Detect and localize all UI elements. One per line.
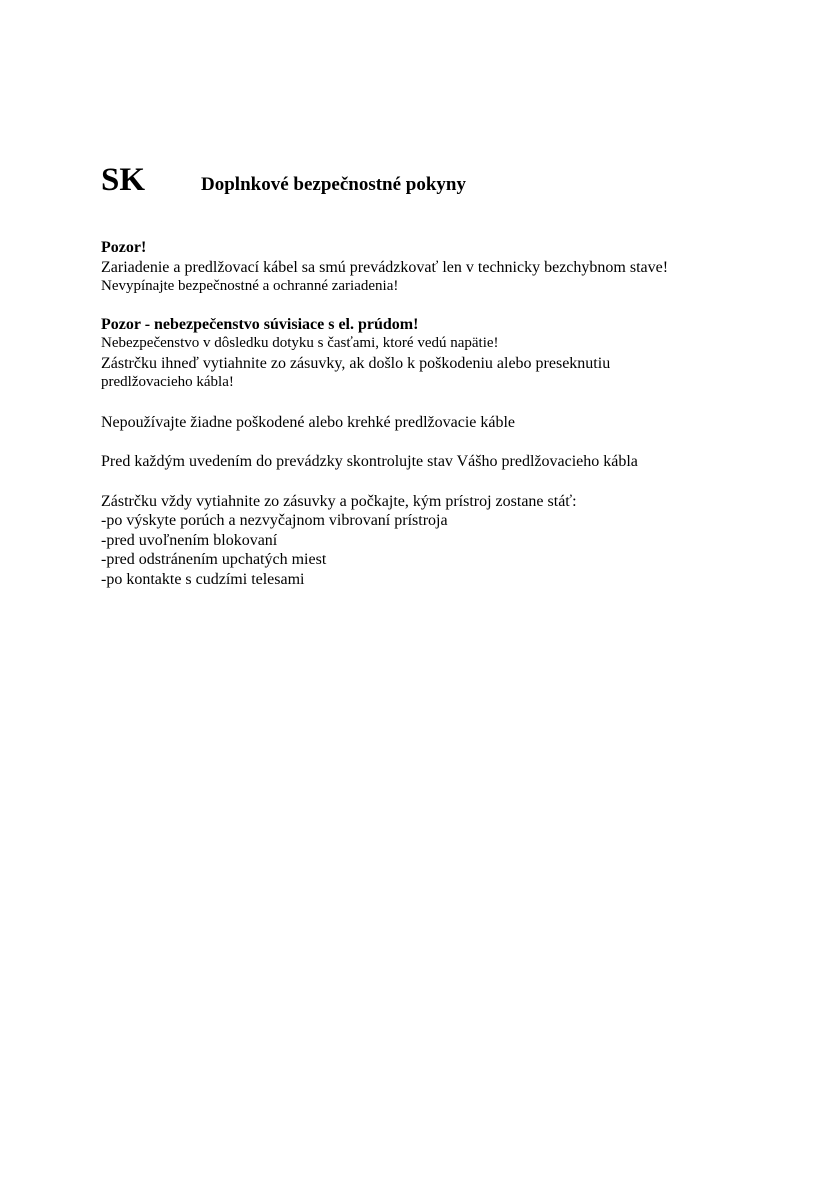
paragraph-line: Zástrčku ihneď vytiahnite zo zásuvky, ak došlo k poškodeniu alebo preseknutiu	[101, 354, 611, 372]
section-unplug	[101, 492, 761, 590]
section-heading: Pozor - nebezpečenstvo súvisiace s el. prúdom!	[101, 315, 419, 333]
section-heading: Pozor!	[101, 239, 147, 256]
section-warning	[101, 238, 761, 297]
paragraph-line: Nevypínajte bezpečnostné a ochranné zariadenia!	[101, 278, 399, 294]
section-inspection	[101, 452, 761, 472]
paragraph-line: predlžovacieho kábla!	[101, 374, 234, 390]
list-item: -po výskyte porúch a nezvyčajnom vibrovaní prístroja	[101, 512, 448, 529]
paragraph-line: Nepoužívajte žiadne poškodené alebo krehké predlžovacie káble	[101, 413, 516, 431]
paragraph-line: Nebezpečenstvo v dôsledku dotyku s časťami, ktoré vedú napätie!	[101, 335, 499, 351]
document-body	[101, 238, 761, 589]
paragraph-line: Zástrčku vždy vytiahnite zo zásuvky a počkajte, kým prístroj zostane stáť:	[101, 492, 577, 510]
list-item: -pred odstránením upchatých miest	[101, 551, 327, 568]
list-item: -po kontakte s cudzími telesami	[101, 570, 305, 588]
document-header	[101, 163, 741, 203]
language-code: SK	[101, 162, 146, 198]
spacer	[101, 297, 761, 315]
document-title: Doplnkové bezpečnostné pokyny	[201, 174, 466, 195]
paragraph-line: Pred každým uvedením do prevádzky skontrolujte stav Vášho predlžovacieho kábla	[101, 453, 638, 470]
spacer	[101, 472, 761, 492]
section-damaged-cables	[101, 413, 761, 433]
section-electric-hazard	[101, 315, 761, 393]
list-item: -pred uvoľnením blokovaní	[101, 531, 278, 549]
spacer	[101, 393, 761, 413]
spacer	[101, 432, 761, 452]
paragraph-line: Zariadenie a predlžovací kábel sa smú prevádzkovať len v technicky bezchybnom stave!	[101, 258, 669, 276]
